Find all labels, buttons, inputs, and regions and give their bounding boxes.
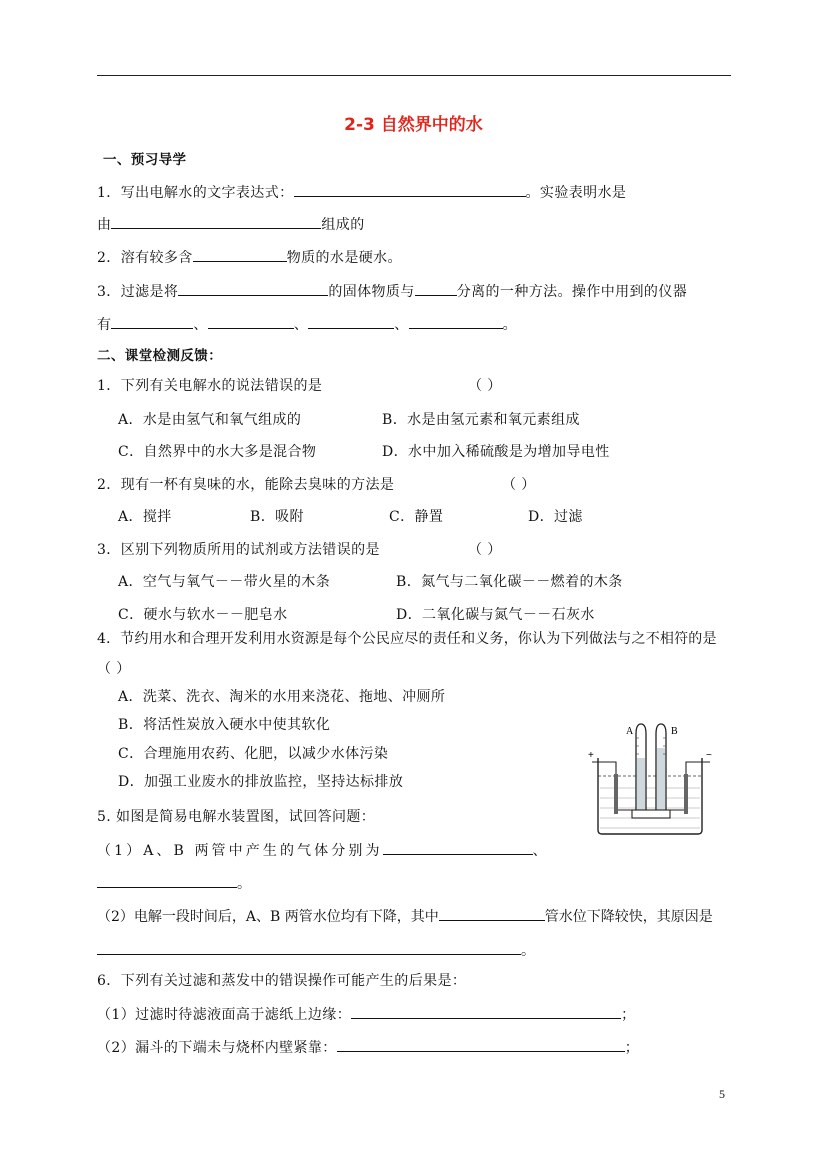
option-a: A．洗菜、洗衣、淘米的水用来浇花、拖地、冲厕所 xyxy=(118,689,446,705)
option-c: C．静置 xyxy=(389,509,444,525)
page-title: 2-3 自然界中的水 xyxy=(344,115,483,135)
answer-paren: （ ） xyxy=(468,378,502,394)
s1-q2-text-b: 物质的水是硬水。 xyxy=(286,250,402,266)
s2-q1-stem xyxy=(97,377,322,395)
option-d: D．水中加入稀硫酸是为增加导电性 xyxy=(382,444,610,460)
question-part: （2）电解一段时间后，A、B 两管水位均有下降，其中 xyxy=(97,909,439,925)
s1-q3-line1 xyxy=(97,281,687,301)
s1-q1-text-b: 。实验表明水是 xyxy=(525,185,627,201)
question-part: （1）A、B 两管中产生的气体分别为 xyxy=(97,843,383,859)
s2-q5-p2-cont xyxy=(97,940,535,960)
s2-q5-p1 xyxy=(97,840,550,860)
question-part: （1）过滤时待滤液面高于滤纸上边缘： xyxy=(97,1007,352,1023)
s2-q4-stem: 4．节约用水和合理开发利用水资源是每个公民应尽的责任和义务，你认为下列做法与之不相符的是 xyxy=(97,631,717,647)
s2-q3-stem: 3．区别下列物质所用的试剂或方法错误的是 xyxy=(97,542,380,558)
s2-q6-p1 xyxy=(97,1004,636,1024)
s2-q5-stem: 5. 如图是简易电解水装置图，试回答问题： xyxy=(97,809,376,825)
section1-heading: 一、预习导学 xyxy=(103,152,187,168)
s1-q1-line2 xyxy=(97,214,365,234)
option-b: B．将活性炭放入硬水中使其软化 xyxy=(118,717,331,733)
answer-blank[interactable] xyxy=(383,840,533,855)
s1-q2 xyxy=(97,247,402,267)
s1-q3-text-b: 的固体物质与 xyxy=(328,284,415,300)
s1-q3-text-d: 有 xyxy=(97,317,112,333)
s1-q3-text-a: 3．过滤是将 xyxy=(97,284,179,300)
question-stem: 1．下列有关电解水的说法错误的是 xyxy=(97,378,323,394)
answer-blank[interactable] xyxy=(294,182,526,197)
option-d: D．过滤 xyxy=(528,509,583,525)
header-rule xyxy=(97,75,731,76)
period: 。 xyxy=(502,317,518,333)
answer-blank[interactable] xyxy=(409,314,503,329)
tube-a-label: A xyxy=(626,726,634,737)
negative-terminal-label: − xyxy=(706,750,712,761)
option-d: D．二氧化碳与氮气－－石灰水 xyxy=(396,607,595,623)
s2-q6-p2 xyxy=(97,1037,639,1057)
option-a: A．空气与氧气－－带火星的木条 xyxy=(118,574,331,590)
answer-blank[interactable] xyxy=(415,281,457,296)
option-b: B．吸附 xyxy=(250,509,304,525)
option-d: D．加强工业废水的排放监控，坚持达标排放 xyxy=(118,774,404,790)
electrolysis-apparatus-diagram xyxy=(586,718,716,838)
answer-blank[interactable] xyxy=(111,214,321,229)
question-part: （2）漏斗的下端未与烧杯内壁紧靠： xyxy=(97,1040,337,1056)
separator: 、 xyxy=(293,317,309,333)
option-b: B．氮气与二氧化碳－－燃着的木条 xyxy=(396,574,623,590)
answer-blank[interactable] xyxy=(97,940,521,955)
s1-q1-line1 xyxy=(97,182,626,202)
answer-paren: （ ） xyxy=(502,477,536,493)
separator: 、 xyxy=(394,317,409,333)
s2-q6-stem: 6．下列有关过滤和蒸发中的错误操作可能产生的后果是： xyxy=(97,973,467,989)
answer-paren: （ ） xyxy=(468,542,502,558)
section2-heading: 二、课堂检测反馈： xyxy=(97,348,223,364)
answer-blank[interactable] xyxy=(178,281,328,296)
answer-blank[interactable] xyxy=(97,873,237,888)
question-part: 管水位下降较快，其原因是 xyxy=(544,909,713,925)
period: 。 xyxy=(237,876,252,892)
period: 。 xyxy=(521,943,536,959)
page-number: 5 xyxy=(719,1087,725,1101)
s2-q2-stem: 2．现有一杯有臭味的水，能除去臭味的方法是 xyxy=(97,477,395,493)
answer-blank[interactable] xyxy=(439,906,545,921)
answer-blank[interactable] xyxy=(208,314,294,329)
tube-b-label: B xyxy=(671,726,678,737)
answer-blank[interactable] xyxy=(337,1037,625,1052)
answer-blank[interactable] xyxy=(193,247,287,262)
s1-q1-text-d: 组成的 xyxy=(321,217,365,233)
s1-q1-text-c: 由 xyxy=(97,217,112,233)
separator: 、 xyxy=(532,843,550,859)
option-a: A．水是由氢气和氧气组成的 xyxy=(118,412,302,428)
s1-q3-text-c: 分离的一种方法。操作中用到的仪器 xyxy=(456,284,688,300)
s2-q5-p2 xyxy=(97,906,713,926)
semicolon: ； xyxy=(624,1040,640,1056)
option-c: C．合理施用农药、化肥，以减少水体污染 xyxy=(118,746,389,762)
option-c: C．硬水与软水－－肥皂水 xyxy=(118,607,288,623)
s1-q1-text-a: 1．写出电解水的文字表达式： xyxy=(97,185,294,201)
s1-q2-text-a: 2．溶有较多含 xyxy=(97,250,193,266)
option-b: B．水是由氢元素和氧元素组成 xyxy=(382,412,580,428)
option-c: C．自然界中的水大多是混合物 xyxy=(118,444,317,460)
s2-q5-p1-cont xyxy=(97,873,251,893)
answer-blank[interactable] xyxy=(351,1004,621,1019)
answer-paren: （ ） xyxy=(97,661,131,677)
positive-terminal-label: + xyxy=(588,750,594,761)
option-a: A．搅拌 xyxy=(118,509,172,525)
answer-blank[interactable] xyxy=(111,314,193,329)
semicolon: ； xyxy=(621,1007,636,1023)
s1-q3-line2 xyxy=(97,314,517,334)
answer-blank[interactable] xyxy=(308,314,394,329)
separator: 、 xyxy=(193,317,208,333)
